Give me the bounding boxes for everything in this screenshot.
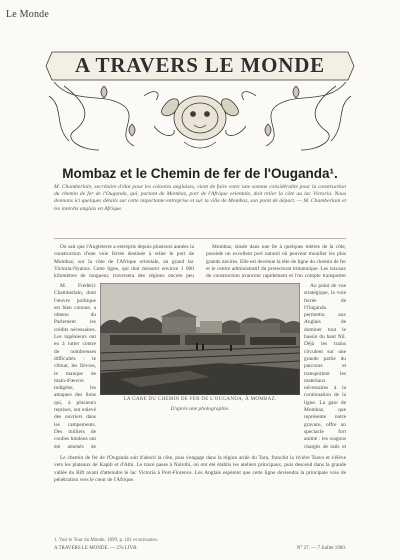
paragraph: M. Frédéric Chamberlain, dont l'œuvre politique est bien connue, a obtenu du Parlement les crédits nécessaires. Les ingénieurs ont eu à lutter contre de nombreuses difficultés : le climat, les fièvres, le manque de main-d'œuvre indigène, les attaques des lions qui, à plusieurs reprises, ont enlevé des ouvriers dans les campements. Des milliers de coolies hindous ont été amenés de bbox=[54, 283, 96, 450]
article-photo bbox=[100, 283, 300, 418]
footer-right: N° 27. — 7 Juillet 1900. bbox=[296, 546, 346, 551]
masthead-title: A TRAVERS LE MONDE bbox=[75, 53, 325, 77]
footer-left: A TRAVERS LE MONDE. — 27e LIVR. bbox=[54, 546, 138, 551]
article-title: Mombaz et le Chemin de fer de l'Ouganda¹. bbox=[62, 166, 338, 181]
paragraph: Mombaz, située dans une île à quelques mètres de la côte, possède un excellent port naturel où peuvent mouiller les plus grands navires. Elle est devenue la tête de ligne du chemin de fer et le centre administratif du protectorat britannique. Les travaux de construction avancent rapidement et l'on compte transporter bbox=[206, 244, 346, 280]
corner-label: Le Monde bbox=[6, 9, 49, 20]
column-bottom bbox=[54, 455, 346, 535]
photo-credit: D'après une photographie. bbox=[170, 406, 230, 412]
paragraph: On sait que l'Angleterre a entrepris depuis plusieurs années la construction d'une voie ferrée destinée à relier le port de Mombaz, sur la côte de l'Afrique orientale, au grand lac Victoria-Nyanza. Cette ligne, qui doit mesurer environ 1 000 kilomètres de longueur, traversera des régions encore peu bbox=[54, 244, 194, 280]
column-left-narrow bbox=[54, 283, 96, 451]
column-right-narrow bbox=[304, 283, 346, 451]
column-left-top bbox=[54, 244, 194, 280]
column-right-top bbox=[206, 244, 346, 280]
paragraph: Au point de vue stratégique, la voie ferrée de l'Ouganda permettra aux Anglais de dominer tout le bassin du haut Nil. Déjà les trains circulent sur une grande partie du parcours et transportent les matériaux nécessaires à la continuation de la ligne. La gare de Mombaz, que représente notre gravure, offre un spectacle fort animé : les wagons chargés de rails et bbox=[304, 283, 346, 450]
article-lede: M. Chamberlain, secrétaire d'état pour les colonies anglaises, vient de faire voter une somme considérable pour la construction du chemin de fer de l'Ouganda, qui, partant de Mombaz, port de l'Afrique orientale, doit relier la côte au lac Victoria. Nous donnons ici quelques détails sur cette importante entreprise et sur la ville de Mombaz, son point de départ. — M. Chamberlain et les intérêts anglais en Afrique. bbox=[54, 184, 346, 212]
railway-station-photo bbox=[100, 283, 300, 395]
footnote: 1. Voir le Tour du Monde, 1899, p. 181 et suivantes. bbox=[54, 538, 158, 543]
photo-caption: LA GARE DU CHEMIN DE FER DE L'OUGANDA, À MOMBAZ. bbox=[123, 397, 277, 402]
divider-rule bbox=[54, 238, 346, 239]
paragraph: Le chemin de fer de l'Ouganda suit d'abord la côte, puis s'engage dans la région aride du Taru, franchit la rivière Tsavo et s'élève vers les plateaux de Kapiti et d'Athi. Le tracé passe à Nairobi, où ont été établis les ateliers principaux, puis descend dans la grande vallée du Rift avant d'atteindre le lac Victoria à Port-Florence. Les Anglais espèrent que cette ligne deviendra la principale voie de pénétration vers le cœur de l'Afrique. bbox=[54, 455, 346, 483]
masthead bbox=[44, 46, 356, 156]
